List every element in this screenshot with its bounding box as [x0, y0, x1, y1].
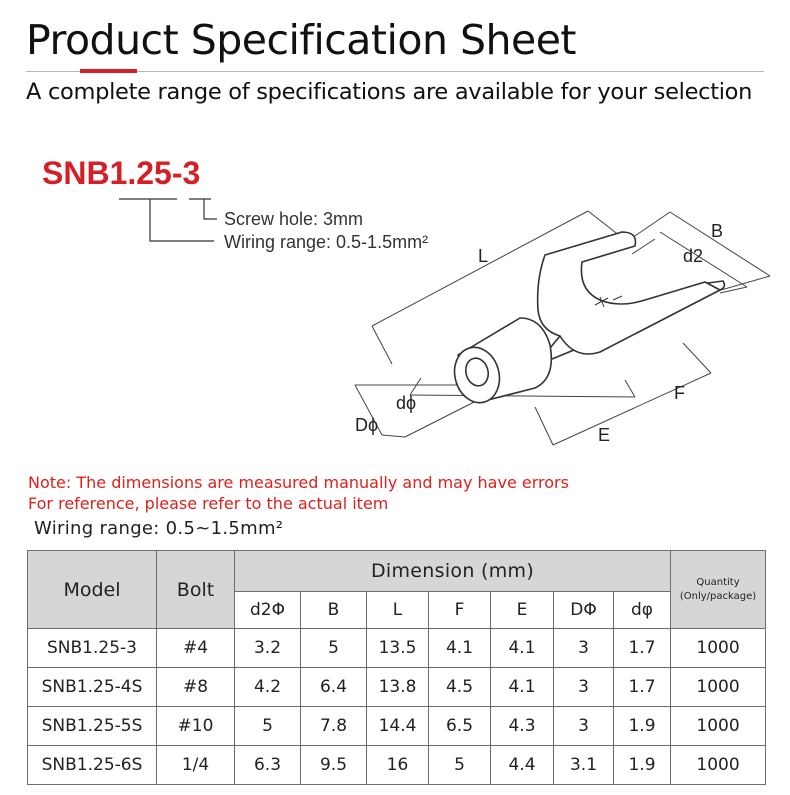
cell-e: 4.4	[491, 746, 554, 785]
cell-f: 4.5	[429, 668, 491, 707]
col-header-b: B	[301, 592, 367, 629]
dim-label-dphi: dϕ	[396, 393, 417, 413]
dim-label-d2: d2	[683, 246, 704, 266]
cell-f: 4.1	[429, 629, 491, 668]
cell-b: 7.8	[301, 707, 367, 746]
cell-bolt: #4	[157, 629, 235, 668]
spec-table	[27, 550, 766, 785]
header-model: Model	[28, 551, 157, 629]
col-header-l: L	[367, 592, 429, 629]
page-subtitle: A complete range of specifications are available for your selection	[26, 79, 753, 105]
cell-big-dphi: 3	[554, 707, 614, 746]
dim-label-b: B	[711, 221, 724, 241]
col-header-small-dphi: dφ	[614, 592, 671, 629]
header-bolt: Bolt	[157, 551, 235, 629]
table-row	[28, 746, 766, 785]
header-quantity-line1: Quantity	[696, 576, 740, 588]
screw-hole-label: Screw hole: 3mm	[224, 209, 364, 229]
dim-label-e: E	[598, 425, 611, 445]
cell-e: 4.1	[491, 629, 554, 668]
col-header-d2phi: d2Φ	[235, 592, 301, 629]
wiring-range-label: Wiring range: 0.5-1.5mm²	[224, 232, 429, 252]
page-title: Product Specification Sheet	[26, 16, 577, 64]
cell-b: 6.4	[301, 668, 367, 707]
table-row	[28, 707, 766, 746]
cell-quantity: 1000	[671, 668, 766, 707]
header-dimension: Dimension (mm)	[235, 551, 671, 592]
col-header-e: E	[491, 592, 554, 629]
cell-small-dphi: 1.9	[614, 746, 671, 785]
header-quantity	[671, 551, 766, 629]
cell-d2phi: 4.2	[235, 668, 301, 707]
cell-bolt: 1/4	[157, 746, 235, 785]
cell-f: 5	[429, 746, 491, 785]
note-line-2: For reference, please refer to the actual item	[28, 494, 389, 513]
dim-label-big-dphi: Dϕ	[355, 415, 379, 435]
note-line-1: Note: The dimensions are measured manually and may have errors	[28, 473, 569, 492]
cell-model: SNB1.25-6S	[28, 746, 157, 785]
col-header-f: F	[429, 592, 491, 629]
table-row	[28, 668, 766, 707]
cell-small-dphi: 1.9	[614, 707, 671, 746]
table-row	[28, 629, 766, 668]
cell-quantity: 1000	[671, 707, 766, 746]
cell-bolt: #8	[157, 668, 235, 707]
cell-d2phi: 6.3	[235, 746, 301, 785]
cell-e: 4.1	[491, 668, 554, 707]
cell-l: 16	[367, 746, 429, 785]
header-quantity-line2: (Only/package)	[679, 590, 757, 602]
wiring-range-heading: Wiring range: 0.5~1.5mm²	[34, 518, 284, 539]
cell-big-dphi: 3	[554, 629, 614, 668]
cell-b: 9.5	[301, 746, 367, 785]
cell-b: 5	[301, 629, 367, 668]
cell-bolt: #10	[157, 707, 235, 746]
model-code: SNB1.25-3	[42, 155, 201, 191]
dim-label-f: F	[674, 383, 685, 403]
cell-quantity: 1000	[671, 746, 766, 785]
callout-lines	[119, 199, 217, 241]
col-header-big-dphi: DΦ	[554, 592, 614, 629]
cell-e: 4.3	[491, 707, 554, 746]
cell-f: 6.5	[429, 707, 491, 746]
cell-l: 14.4	[367, 707, 429, 746]
cell-l: 13.5	[367, 629, 429, 668]
cell-small-dphi: 1.7	[614, 668, 671, 707]
cell-quantity: 1000	[671, 629, 766, 668]
cell-d2phi: 5	[235, 707, 301, 746]
dim-label-l: L	[478, 246, 489, 266]
cell-d2phi: 3.2	[235, 629, 301, 668]
cell-model: SNB1.25-4S	[28, 668, 157, 707]
cell-big-dphi: 3	[554, 668, 614, 707]
cell-small-dphi: 1.7	[614, 629, 671, 668]
cell-model: SNB1.25-5S	[28, 707, 157, 746]
cell-l: 13.8	[367, 668, 429, 707]
cell-model: SNB1.25-3	[28, 629, 157, 668]
cell-big-dphi: 3.1	[554, 746, 614, 785]
